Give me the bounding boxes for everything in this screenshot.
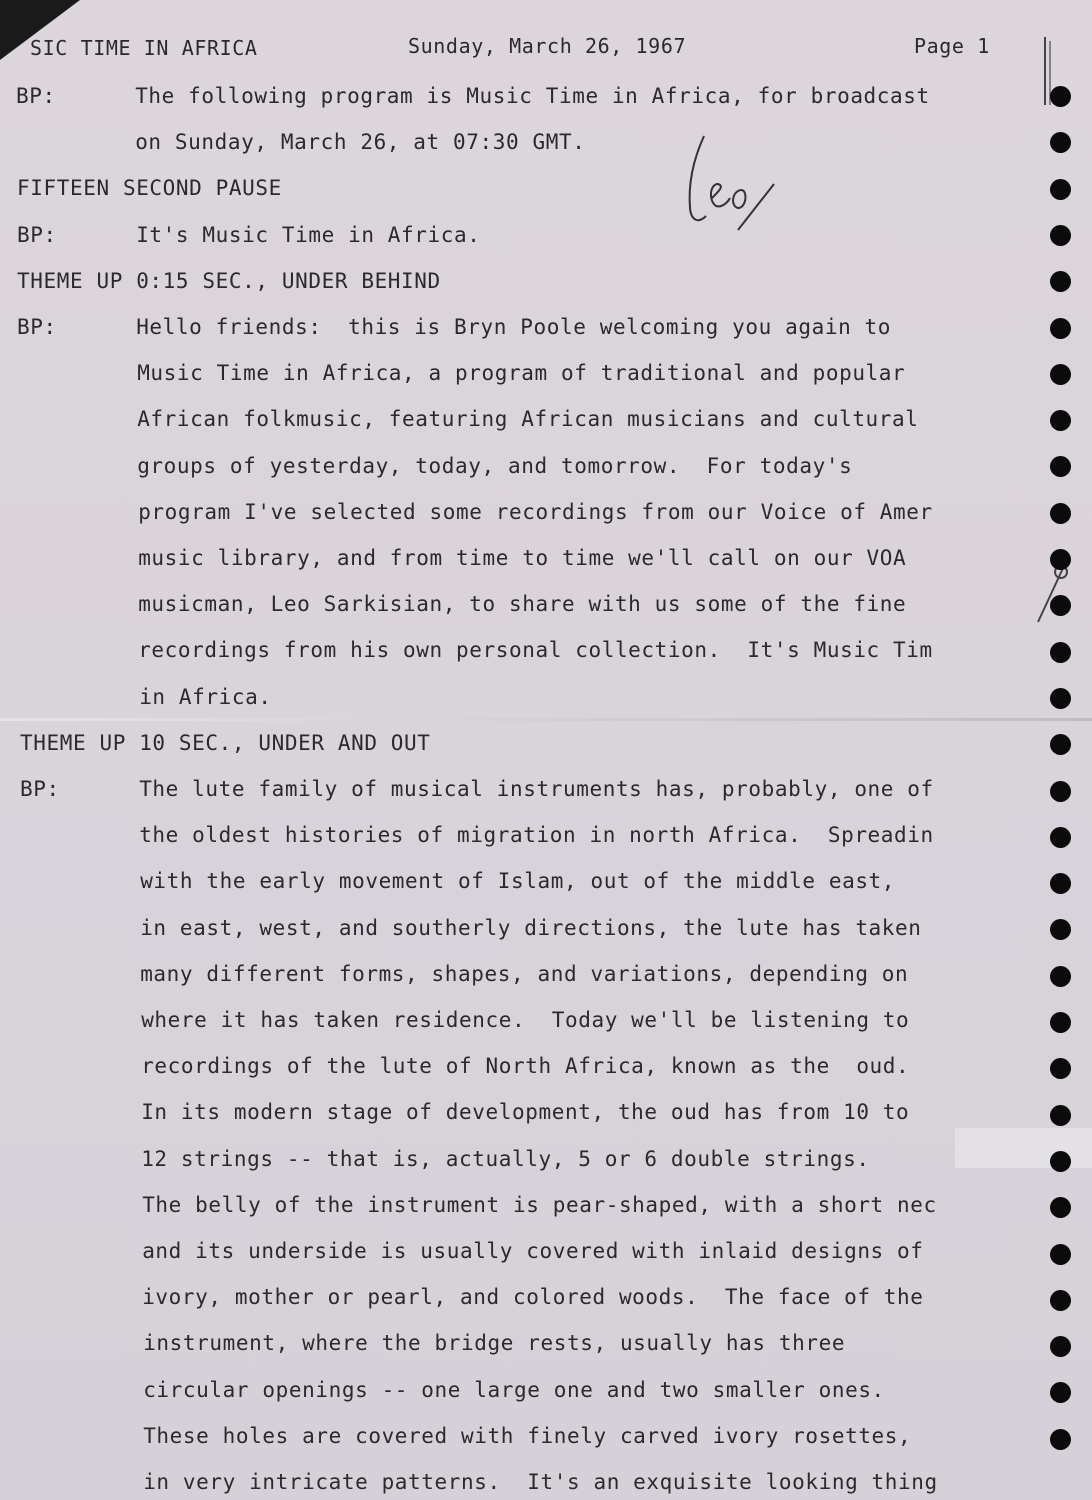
punch-hole bbox=[1050, 966, 1071, 987]
punch-hole bbox=[1050, 503, 1071, 524]
script-line: 12 strings -- that is, actually, 5 or 6 double strings. bbox=[22, 1147, 870, 1171]
script-line: BP: The lute family of musical instruments has, probably, one of bbox=[20, 777, 934, 801]
punch-hole bbox=[1050, 1105, 1071, 1126]
punch-hole bbox=[1050, 1336, 1071, 1357]
punch-hole bbox=[1050, 549, 1071, 570]
punch-hole bbox=[1050, 1290, 1071, 1311]
script-line: many different forms, shapes, and variations, depending on bbox=[21, 962, 909, 986]
punch-hole bbox=[1050, 318, 1071, 339]
script-line: BP: It's Music Time in Africa. bbox=[17, 223, 481, 247]
header-page: Page 1 bbox=[914, 34, 990, 58]
script-line: with the early movement of Islam, out of the middle east, bbox=[21, 869, 896, 893]
script-line: in very intricate patterns. It's an exquisite looking thing bbox=[24, 1470, 938, 1494]
header-date: Sunday, March 26, 1967 bbox=[408, 34, 687, 58]
script-line: in Africa. bbox=[20, 685, 272, 709]
script-line: FIFTEEN SECOND PAUSE bbox=[17, 176, 282, 200]
punch-hole bbox=[1050, 1429, 1071, 1450]
script-line: in east, west, and southerly directions, the lute has taken bbox=[21, 916, 922, 940]
script-line: circular openings -- one large one and two smaller ones. bbox=[24, 1378, 885, 1402]
punch-hole bbox=[1050, 642, 1071, 663]
paper-fold bbox=[0, 718, 1092, 721]
punch-hole bbox=[1050, 1151, 1071, 1172]
script-line: In its modern stage of development, the oud has from 10 to bbox=[22, 1100, 910, 1124]
header-program: SIC TIME IN AFRICA bbox=[30, 36, 258, 60]
script-line: groups of yesterday, today, and tomorrow. For today's bbox=[18, 454, 853, 478]
script-line: on Sunday, March 26, at 07:30 GMT. bbox=[16, 130, 586, 154]
punch-hole bbox=[1050, 271, 1071, 292]
script-line: THEME UP 0:15 SEC., UNDER BEHIND bbox=[17, 269, 441, 293]
punch-hole bbox=[1050, 132, 1071, 153]
handwritten-signature bbox=[672, 128, 782, 238]
punch-hole bbox=[1050, 1058, 1071, 1079]
punch-hole bbox=[1050, 873, 1071, 894]
punch-hole bbox=[1050, 734, 1071, 755]
script-line: and its underside is usually covered with inlaid designs of bbox=[23, 1239, 924, 1263]
punch-hole bbox=[1050, 456, 1071, 477]
script-line: recordings of the lute of North Africa, known as the oud. bbox=[22, 1054, 910, 1078]
script-line: the oldest histories of migration in north Africa. Spreadin bbox=[20, 823, 934, 847]
punch-hole bbox=[1050, 781, 1071, 802]
punch-hole bbox=[1050, 919, 1071, 940]
script-line: recordings from his own personal collection. It's Music Tim bbox=[19, 638, 933, 662]
script-line: African folkmusic, featuring African musicians and cultural bbox=[18, 407, 919, 431]
punch-hole bbox=[1050, 1382, 1071, 1403]
punch-hole bbox=[1050, 827, 1071, 848]
script-line: BP: The following program is Music Time in Africa, for broadcast bbox=[16, 84, 930, 108]
punch-hole bbox=[1050, 1244, 1071, 1265]
punch-hole bbox=[1050, 410, 1071, 431]
script-line: where it has taken residence. Today we'll be listening to bbox=[22, 1008, 910, 1032]
punch-hole bbox=[1050, 1012, 1071, 1033]
script-line: THEME UP 10 SEC., UNDER AND OUT bbox=[20, 731, 431, 755]
punch-hole bbox=[1050, 688, 1071, 709]
script-line: instrument, where the bridge rests, usually has three bbox=[24, 1331, 846, 1355]
script-line: ivory, mother or pearl, and colored woods. The face of the bbox=[23, 1285, 924, 1309]
punch-hole bbox=[1050, 179, 1071, 200]
paper-patch bbox=[955, 1128, 1092, 1168]
punch-hole bbox=[1050, 225, 1071, 246]
script-line: The belly of the instrument is pear-shaped, with a short nec bbox=[23, 1193, 937, 1217]
script-line: BP: Hello friends: this is Bryn Poole welcoming you again to bbox=[17, 315, 892, 339]
script-line: music library, and from time to time we'll call on our VOA bbox=[19, 546, 907, 570]
script-line: program I've selected some recordings from our Voice of Amer bbox=[19, 500, 933, 524]
script-line: These holes are covered with finely carved ivory rosettes, bbox=[24, 1424, 912, 1448]
punch-hole bbox=[1050, 1197, 1071, 1218]
punch-hole bbox=[1050, 86, 1071, 107]
punch-hole bbox=[1050, 364, 1071, 385]
script-line: Music Time in Africa, a program of traditional and popular bbox=[18, 361, 906, 385]
script-line: musicman, Leo Sarkisian, to share with us some of the fine bbox=[19, 592, 907, 616]
